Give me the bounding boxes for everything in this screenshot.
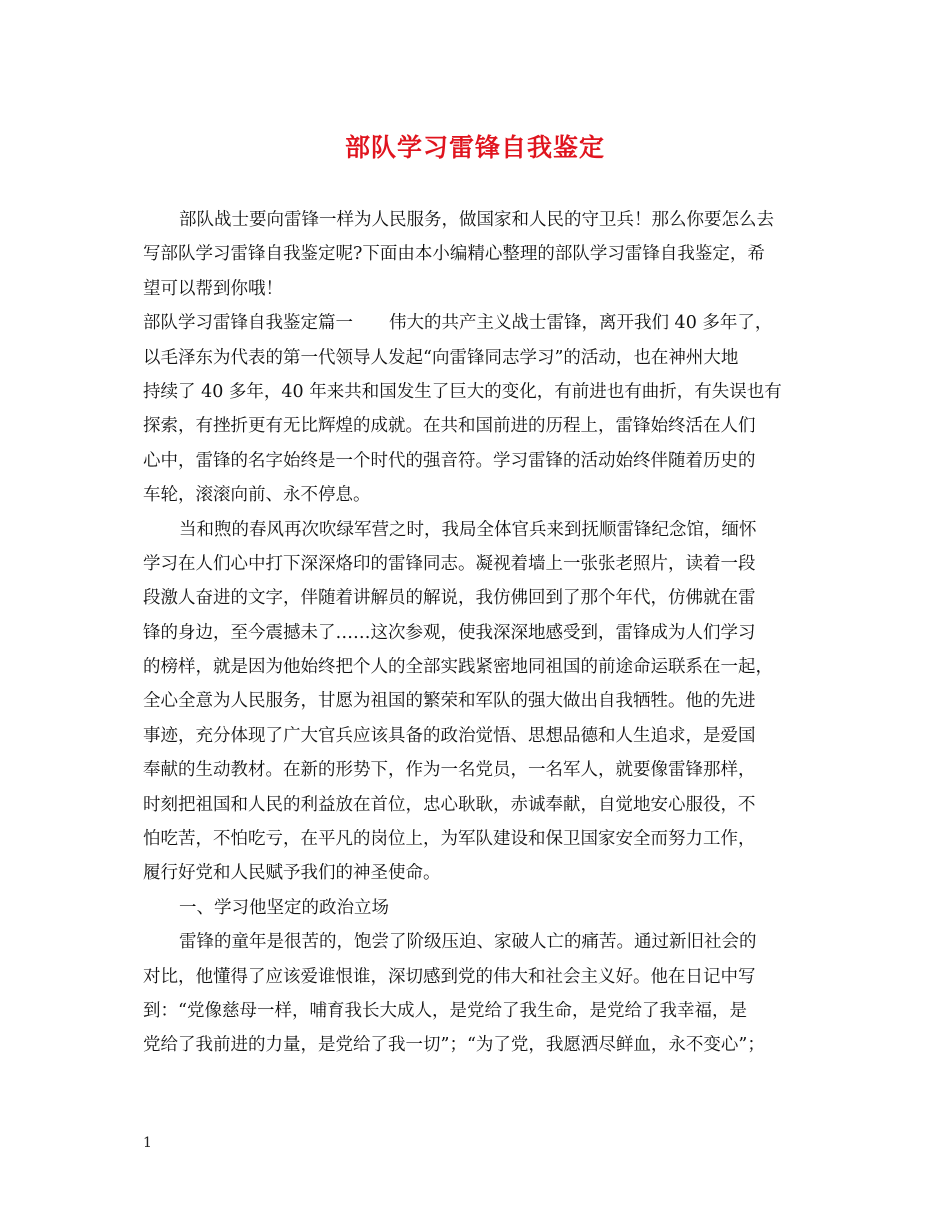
- paragraph-two-line: 奉献的生动教材。在新的形势下，作为一名党员，一名军人，就要像雷锋那样，: [143, 760, 756, 781]
- section-one-line: 车轮，滚滚向前、永不停息。: [143, 485, 371, 506]
- intro-line: 写部队学习雷锋自我鉴定呢?下面由本小编精心整理的部队学习雷锋自我鉴定，希: [143, 244, 765, 265]
- document-body: [143, 203, 823, 1063]
- paragraph-two-line: 事迹，充分体现了广大官兵应该具备的政治觉悟、思想品德和人生追求，是爱国: [143, 725, 756, 746]
- section-one-line: 以毛泽东为代表的第一代领导人发起“向雷锋同志学习”的活动，也在神州大地: [143, 347, 739, 368]
- subheading: 一、学习他坚定的政治立场: [179, 897, 389, 918]
- intro-line: 望可以帮到你哦！: [143, 278, 283, 299]
- section-heading: 部队学习雷锋自我鉴定篇一: [143, 313, 353, 334]
- paragraph-three-line: 对比，他懂得了应该爱谁恨谁，深切感到党的伟大和社会主义好。他在日记中写: [143, 966, 756, 987]
- intro-line: 部队战士要向雷锋一样为人民服务，做国家和人民的守卫兵！那么你要怎么去: [179, 210, 774, 230]
- section-one-text: 伟大的共产主义战士雷锋，离开我们 40 多年了，: [389, 313, 773, 334]
- paragraph-two-line: 怕吃苦，不怕吃亏，在平凡的岗位上，为军队建设和保卫国家安全而努力工作，: [143, 829, 756, 850]
- section-one-first-line: [143, 306, 823, 340]
- paragraph-three-line: 雷锋的童年是很苦的，饱尝了阶级压迫、家破人亡的痛苦。通过新旧社会的: [179, 932, 757, 953]
- section-one-line: 持续了 40 多年，40 年来共和国发生了巨大的变化，有前进也有曲折，有失误也有: [143, 381, 782, 402]
- paragraph-two-line: 段激人奋进的文字，伴随着讲解员的解说，我仿佛回到了那个年代，仿佛就在雷: [143, 588, 756, 609]
- paragraph-two-line: 履行好党和人民赋予我们的神圣使命。: [143, 863, 441, 884]
- section-one-line: 探索，有挫折更有无比辉煌的成就。在共和国前进的历程上，雷锋始终活在人们: [143, 416, 756, 437]
- paragraph-three-line: 到：“党像慈母一样，哺育我长大成人，是党给了我生命，是党给了我幸福，是: [143, 1000, 747, 1021]
- paragraph-two-line: 全心全意为人民服务，甘愿为祖国的繁荣和军队的强大做出自我牺牲。他的先进: [143, 691, 756, 712]
- document-title: 部队学习雷锋自我鉴定: [344, 133, 605, 162]
- paragraph-two-line: 时刻把祖国和人民的利益放在首位，忠心耿耿，赤诚奉献，自觉地安心服役，不: [143, 794, 756, 815]
- paragraph-three-line: 党给了我前进的力量，是党给了我一切”；“为了党，我愿洒尽鲜血，永不变心”；: [143, 1035, 765, 1056]
- page-number: 1: [143, 1135, 152, 1151]
- section-one-line: 心中，雷锋的名字始终是一个时代的强音符。学习雷锋的活动始终伴随着历史的: [143, 450, 756, 471]
- paragraph-two-line: 当和煦的春风再次吹绿军营之时，我局全体官兵来到抚顺雷锋纪念馆，缅怀: [179, 519, 757, 540]
- paragraph-two-line: 的榜样，就是因为他始终把个人的全部实践紧密地同祖国的前途命运联系在一起，: [143, 657, 773, 678]
- paragraph-two-line: 锋的身边，至今震撼未了……这次参观，使我深深地感受到，雷锋成为人们学习: [143, 622, 756, 643]
- paragraph-two-line: 学习在人们心中打下深深烙印的雷锋同志。凝视着墙上一张张老照片，读着一段: [143, 553, 756, 574]
